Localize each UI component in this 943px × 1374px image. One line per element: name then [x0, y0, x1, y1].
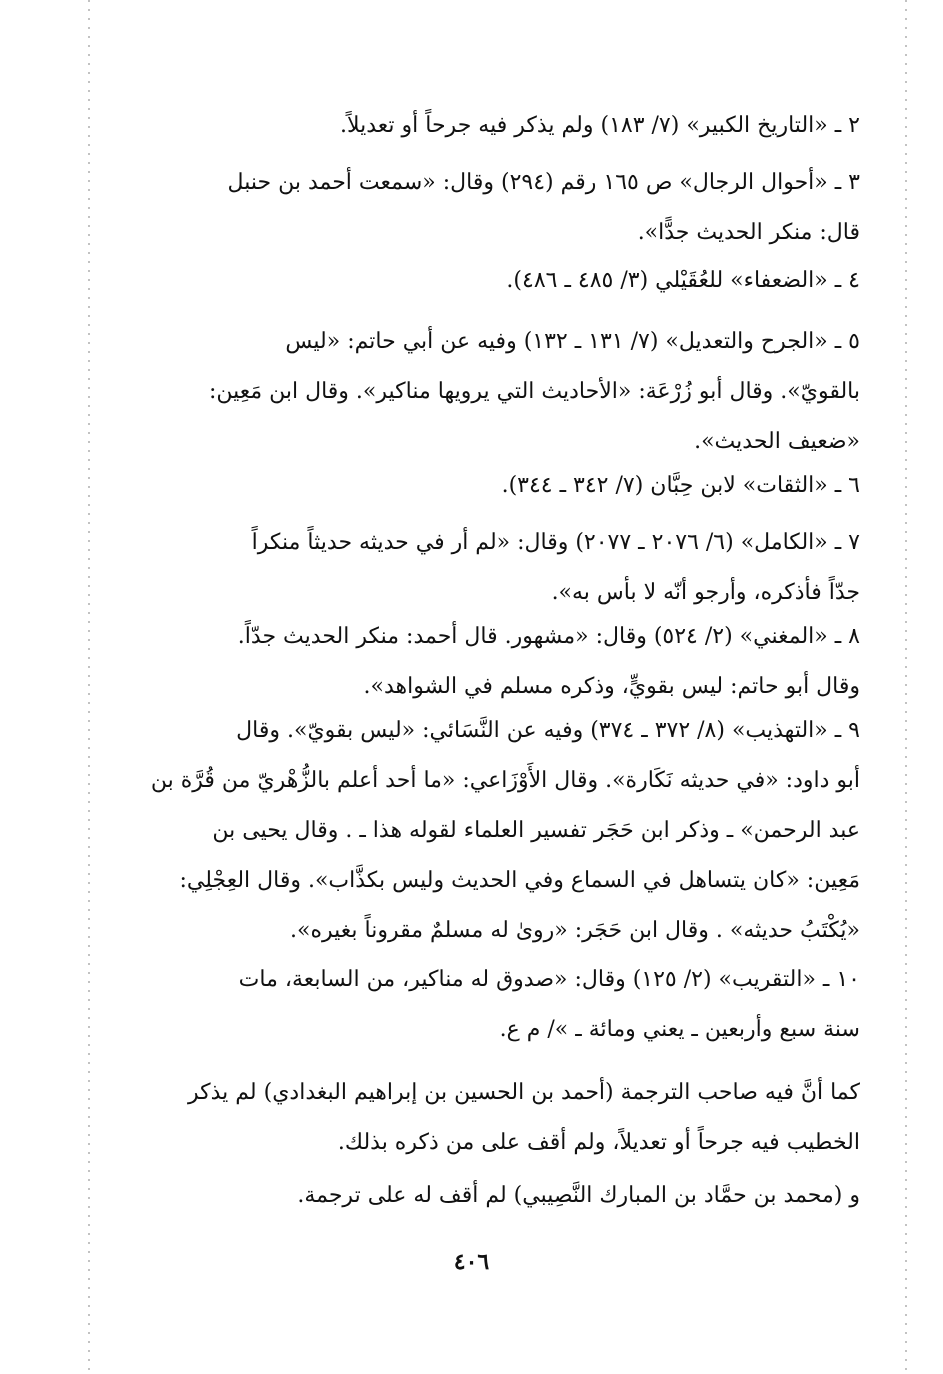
text-line: وقال أبو حاتم: ليس بقويٍّ، وذكره مسلم في الشواهد». [363, 674, 860, 699]
text-line: ٥ ـ «الجرح والتعديل» (٧/ ١٣١ ـ ١٣٢) وفيه عن أبي حاتم: «ليس [285, 329, 860, 354]
text-line: أبو داود: «في حديثه نَكَارة». وقال الأَوْزَاعي: «ما أحد أعلم بالزُّهْريّ من قُرَّة بن [150, 768, 860, 793]
text-line: الخطيب فيه جرحاً أو تعديلاً، ولم أقف على من ذكره بذلك. [337, 1130, 860, 1155]
footnote-4 [100, 256, 860, 306]
text-line: مَعِين: «كان يتساهل في السماع وفي الحديث وليس بكذَّاب». وقال العِجْلِي: [179, 868, 860, 893]
footnote-2 [100, 101, 860, 151]
closing-paragraph [100, 1171, 860, 1221]
text-line: «يُكْتَبُ حديثه» . وقال ابن حَجَر: «روىٰ له مسلمٌ مقروناً بغيره». [290, 918, 860, 943]
text-line: قال: منكر الحديث جدًّا». [637, 220, 860, 245]
footnote-3 [100, 158, 860, 258]
text-line: ١٠ ـ «التقريب» (٢/ ١٢٥) وقال: «صدوق له مناكير، من السابعة، مات [238, 967, 860, 992]
page-number: ٤٠٦ [453, 1249, 490, 1275]
footnote-9 [100, 706, 860, 956]
text-line: ٨ ـ «المغني» (٢/ ٥٢٤) وقال: «مشهور. قال أحمد: منكر الحديث جدّاً. [237, 624, 860, 649]
text-line: كما أنَّ فيه صاحب الترجمة (أحمد بن الحسين بن إبراهيم البغدادي) لم يذكر [188, 1080, 860, 1105]
text-line: بالقويّ». وقال أبو زُرْعَة: «الأحاديث التي يرويها مناكير». وقال ابن مَعِين: [208, 379, 860, 404]
text-line: ٤ ـ «الضعفاء» للعُقَيْلي (٣/ ٤٨٥ ـ ٤٨٦). [506, 268, 860, 293]
commentary-paragraph [100, 1068, 860, 1168]
text-line: ٣ ـ «أحوال الرجال» ص ١٦٥ رقم (٢٩٤) وقال: «سمعت أحمد بن حنبل [227, 170, 860, 195]
text-line: ٢ ـ «التاريخ الكبير» (٧/ ١٨٣) ولم يذكر فيه جرحاً أو تعديلاً. [340, 113, 860, 138]
text-line: جدّاً فأذكره، وأرجو أنّه لا بأس به». [551, 580, 860, 605]
text-line: و (محمد بن حمَّاد بن المبارك النَّصِيبي) لم أقف له على ترجمة. [297, 1183, 860, 1208]
scan-edge-dots-left [88, 0, 90, 1374]
text-line: ٦ ـ «الثقات» لابن حِبَّان (٧/ ٣٤٢ ـ ٣٤٤). [501, 473, 860, 498]
footnote-7 [100, 518, 860, 618]
text-line: ٧ ـ «الكامل» (٦/ ٢٠٧٦ ـ ٢٠٧٧) وقال: «لم أر في حديثه حديثاً منكراً [251, 530, 860, 555]
text-line: ٩ ـ «التهذيب» (٨/ ٣٧٢ ـ ٣٧٤) وفيه عن النَّسَائي: «ليس بقويّ». وقال [236, 718, 860, 743]
text-line: سنة سبع وأربعين ـ يعني ومائة ـ »/ م ع. [499, 1017, 860, 1042]
scan-edge-dots-right [905, 0, 907, 1374]
text-line: «ضعيف الحديث». [694, 429, 860, 454]
text-line: عبد الرحمن» ـ وذكر ابن حَجَر تفسير العلماء لقوله هذا ـ . وقال يحيى بن [212, 818, 860, 843]
footnote-5 [100, 317, 860, 467]
footnote-6 [100, 461, 860, 511]
footnote-8 [100, 612, 860, 712]
footnote-10 [100, 955, 860, 1055]
